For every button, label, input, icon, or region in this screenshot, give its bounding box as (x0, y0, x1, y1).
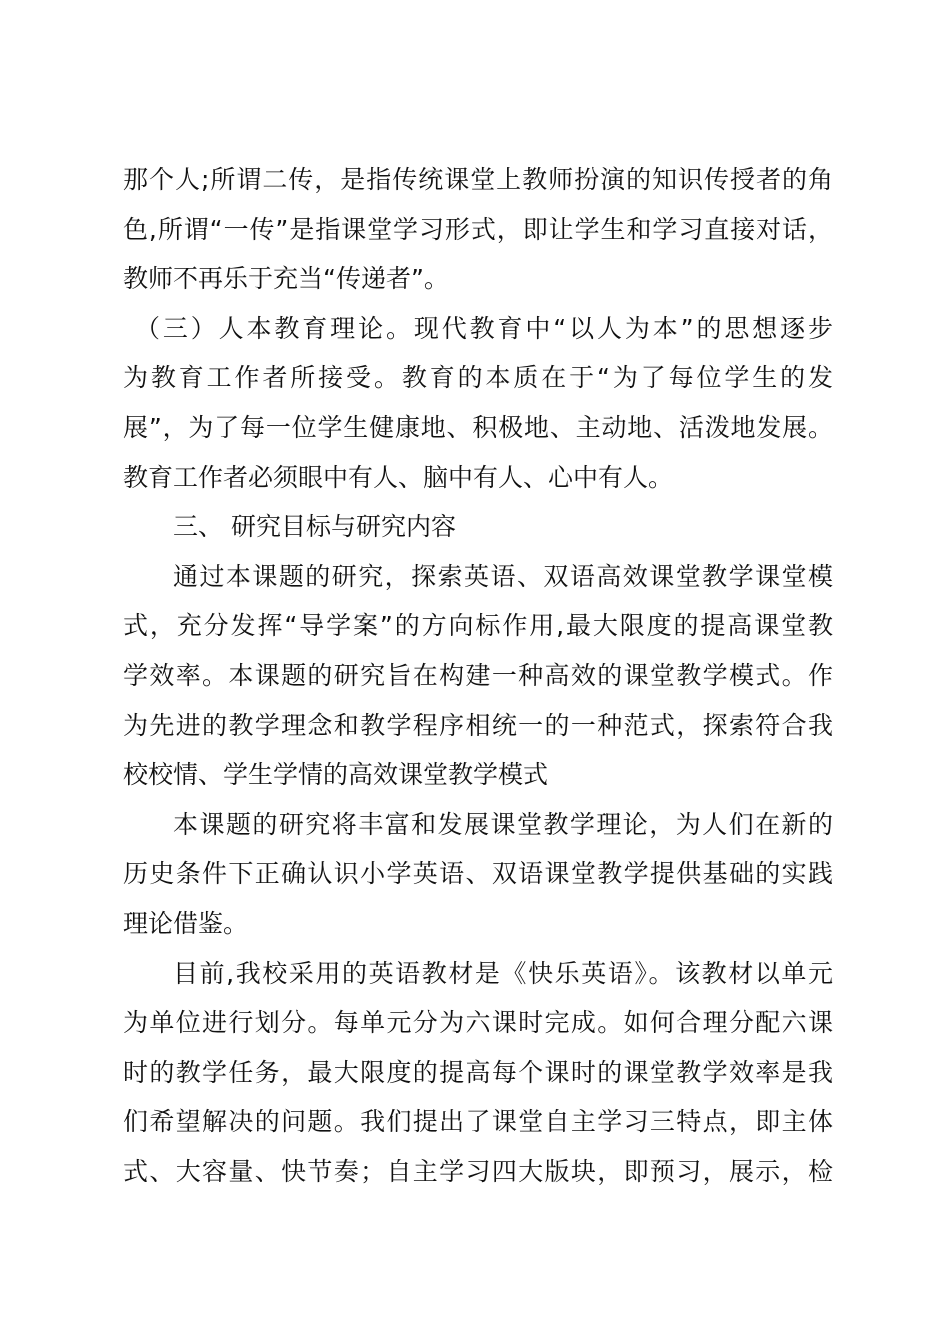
text-line: 为先进的教学理念和教学程序相统一的一种范式，探索符合我 (123, 710, 833, 740)
text-line: 通过本课题的研究，探索英语、双语高效课堂教学课堂模 (173, 561, 833, 591)
text-line: 展”，为了每一位学生健康地、积极地、主动地、活泼地发展。 (123, 412, 833, 442)
text-line: 目前,我校采用的英语教材是《快乐英语》。该教材以单元 (173, 958, 833, 988)
section-line: （三）人本教育理论。现代教育中“以人为本”的思想逐步 (135, 313, 833, 343)
text-line: 那个人;所谓二传，是指传统课堂上教师扮演的知识传授者的角 (123, 165, 833, 194)
text-line: 学效率。本课题的研究旨在构建一种高效的课堂教学模式。作 (123, 660, 833, 690)
text-line: 本课题的研究将丰富和发展课堂教学理论，为人们在新的 (173, 809, 833, 839)
text-line: 为单位进行划分。每单元分为六课时完成。如何合理分配六课 (123, 1008, 833, 1038)
text-line: 式，充分发挥“导学案”的方向标作用,最大限度的提高课堂教 (123, 611, 833, 641)
text-line: 式、大容量、快节奏；自主学习四大版块，即预习，展示，检 (123, 1156, 833, 1186)
text-line: 色,所谓“一传”是指课堂学习形式，即让学生和学习直接对话， (123, 214, 833, 244)
text-line: 教师不再乐于充当“传递者”。 (123, 264, 449, 294)
text-line: 校校情、学生学情的高效课堂教学模式 (123, 760, 549, 790)
text-line: 理论借鉴。 (123, 908, 249, 938)
text-line: 为教育工作者所接受。教育的本质在于“为了每位学生的发 (123, 363, 833, 393)
document-body (123, 155, 833, 1196)
section-heading: 三、 研究目标与研究内容 (173, 512, 456, 542)
text-line: 们希望解决的问题。我们提出了课堂自主学习三特点，即主体 (123, 1107, 833, 1137)
text-line: 教育工作者必须眼中有人、脑中有人、心中有人。 (123, 462, 674, 492)
text-line: 历史条件下正确认识小学英语、双语课堂教学提供基础的实践 (123, 859, 833, 889)
text-line: 时的教学任务，最大限度的提高每个课时的课堂教学效率是我 (123, 1057, 833, 1087)
